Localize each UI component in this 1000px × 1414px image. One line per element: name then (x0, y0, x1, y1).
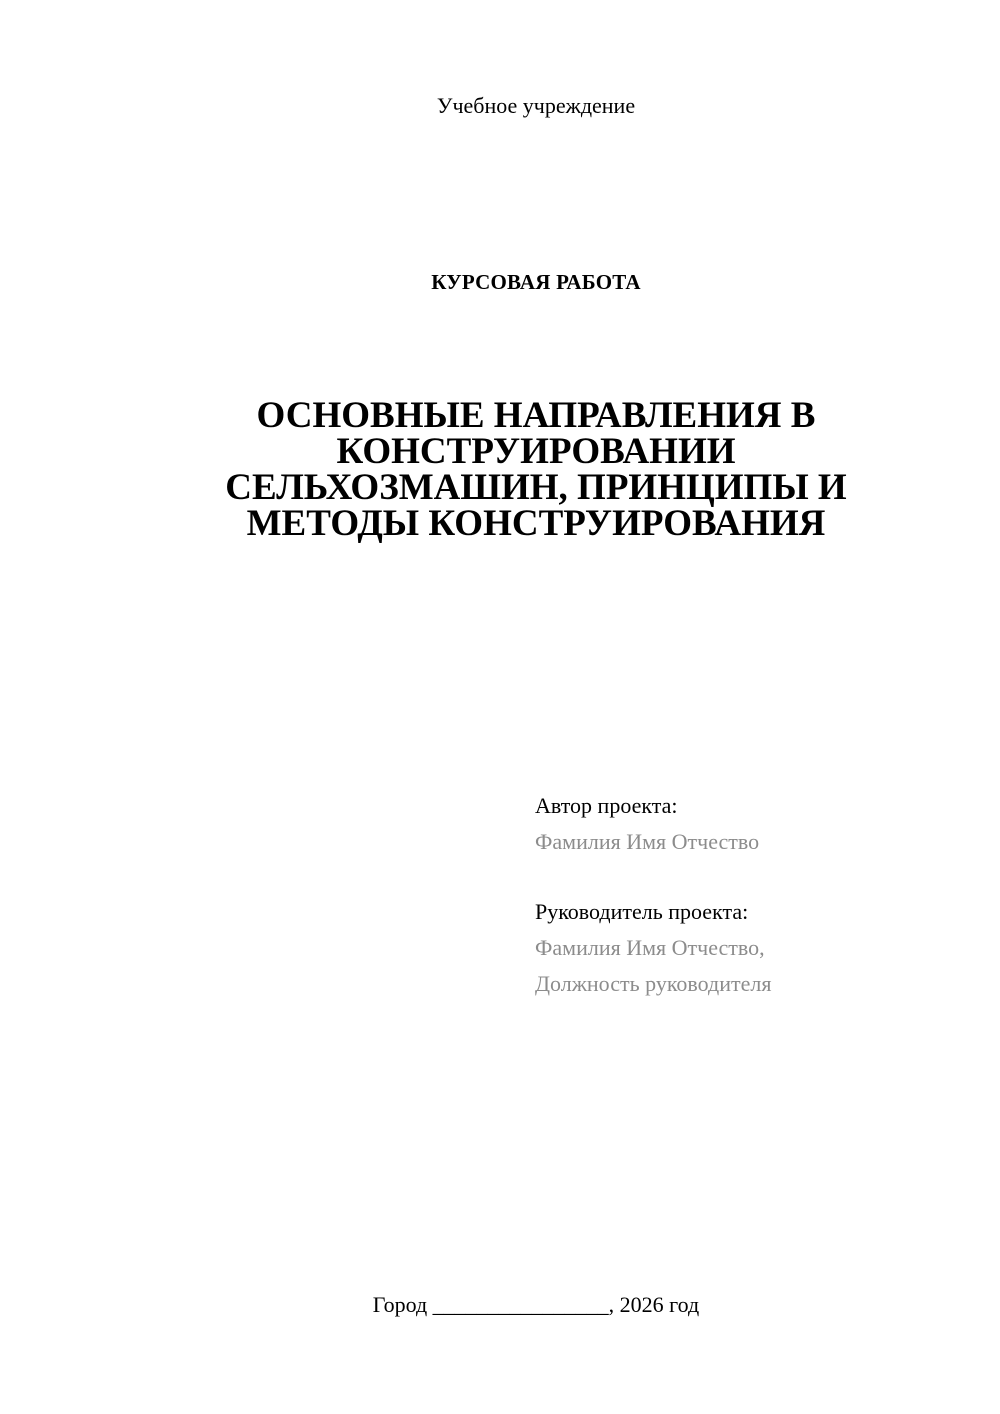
supervisor-name-placeholder: Фамилия Имя Отчество, (535, 935, 765, 960)
credits-block (535, 788, 975, 1002)
supervisor-label: Руководитель проекта: (535, 899, 749, 924)
credits-spacer (535, 860, 975, 894)
document-title (180, 395, 892, 544)
supervisor-position-placeholder: Должность руководителя (535, 971, 772, 996)
author-name-placeholder: Фамилия Имя Отчество (535, 829, 760, 854)
title-line-1: ОСНОВНЫЕ НАПРАВЛЕНИЯ В (256, 395, 816, 436)
institution-name: Учебное учреждение (436, 93, 636, 118)
city-label: Город (372, 1292, 428, 1317)
year-text: , 2026 год (608, 1292, 700, 1317)
title-line-4: МЕТОДЫ КОНСТРУИРОВАНИЯ (246, 503, 826, 544)
work-type-heading: КУРСОВАЯ РАБОТА (431, 270, 641, 294)
author-label: Автор проекта: (535, 793, 678, 818)
city-blank-line: ________________ (432, 1292, 609, 1317)
title-line-3: СЕЛЬХОЗМАШИН, ПРИНЦИПЫ И (225, 467, 847, 508)
title-line-2: КОНСТРУИРОВАНИИ (336, 431, 736, 472)
city-year-footer (0, 1290, 1000, 1320)
